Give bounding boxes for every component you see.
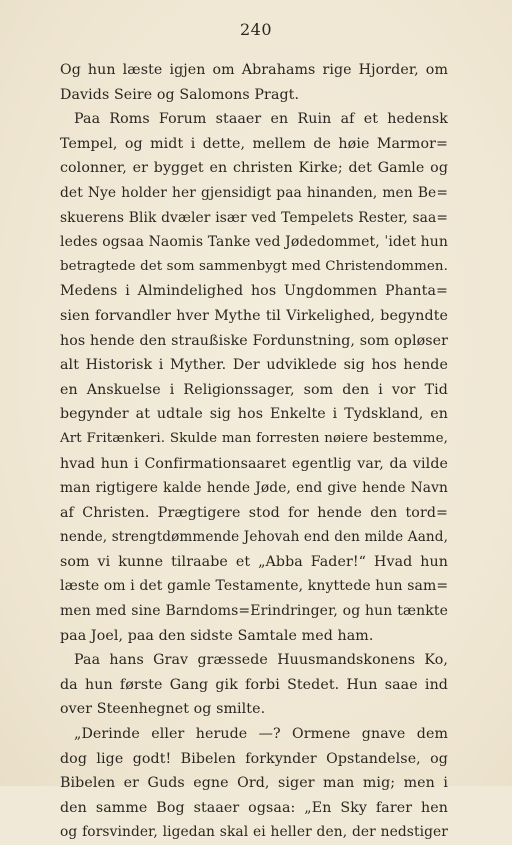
text-line: betragtede det som sammenbygt med Christendommen.: [60, 258, 448, 274]
text-line: hvad hun i Confirmationsaaret egentlig var, da vilde: [60, 455, 448, 472]
text-line: ledes ogsaa Naomis Tanke ved Jødedommet, ˈidet hun: [60, 234, 448, 251]
text-line: colonner, er bygget en christen Kirke; det Gamle og: [60, 160, 448, 177]
text-line: man rigtigere kalde hende Jøde, end give hende Navn: [60, 480, 448, 497]
text-line: en Anskuelse i Religionssager, som den i vor Tid: [60, 381, 448, 398]
text-line: hos hende den straußiske Fordunstning, som opløser: [60, 332, 448, 349]
text-line: af Christen. Prægtigere stod for hende den tord=: [60, 504, 448, 521]
text-line: det Nye holder her gjensidigt paa hinanden, men Be=: [60, 184, 448, 201]
text-line: Medens i Almindelighed hos Ungdommen Phanta=: [60, 283, 448, 300]
text-line: Tempel, og midt i dette, mellem de høie Marmor=: [60, 135, 448, 152]
text-line: sien forvandler hver Mythe til Virkelighed, begyndte: [60, 307, 448, 324]
text-line: da hun første Gang gik forbi Stedet. Hun saae ind: [60, 676, 448, 693]
text-line: den samme Bog staaer ogsaa: „En Sky farer hen: [60, 799, 448, 816]
text-line: dog lige godt! Bibelen forkynder Opstandelse, og: [60, 750, 448, 767]
page-number: 240: [239, 20, 273, 39]
text-line: paa Joel, paa den sidste Samtale med ham.: [60, 627, 374, 644]
text-line: alt Historisk i Myther. Der udviklede sig hos hende: [60, 357, 448, 374]
text-line: som vi kunne tilraabe et „Abba Fader!“ Hvad hun: [60, 553, 448, 570]
text-line: men med sine Barndoms=Erindringer, og hun tænkte: [60, 603, 448, 620]
text-line: Paa hans Grav græssede Huusmandskonens Ko,: [74, 652, 448, 669]
paragraph: [60, 58, 448, 107]
text-line: „Derinde eller herude —? Ormene gnave dem: [74, 726, 448, 743]
paragraph: [60, 722, 448, 845]
text-line: over Steenhegnet og smilte.: [60, 701, 266, 718]
text-line: Bibelen er Guds egne Ord, siger man mig; men i: [60, 775, 448, 792]
paragraph: [60, 648, 448, 722]
text-line: begynder at udtale sig hos Enkelte i Tydskland, en: [60, 406, 448, 423]
body-text: [60, 58, 448, 845]
text-line: Davids Seire og Salomons Pragt.: [60, 86, 300, 103]
text-line: Og hun læste igjen om Abrahams rige Hjorder, om: [60, 62, 448, 78]
text-line: nende, strengtdømmende Jehovah end den milde Aand,: [60, 529, 448, 546]
text-line: læste om i det gamle Testamente, knyttede hun sam=: [60, 578, 449, 595]
paragraph: [60, 107, 448, 648]
text-line: og forsvinder, ligedan skal ei heller den, der nedstiger: [60, 824, 448, 841]
text-line: Art Fritænkeri. Skulde man forresten nøiere bestemme,: [60, 430, 448, 446]
text-line: skuerens Blik dvæler især ved Tempelets Rester, saa=: [60, 209, 448, 226]
text-line: Paa Roms Forum staaer en Ruin af et hedensk: [74, 111, 448, 128]
